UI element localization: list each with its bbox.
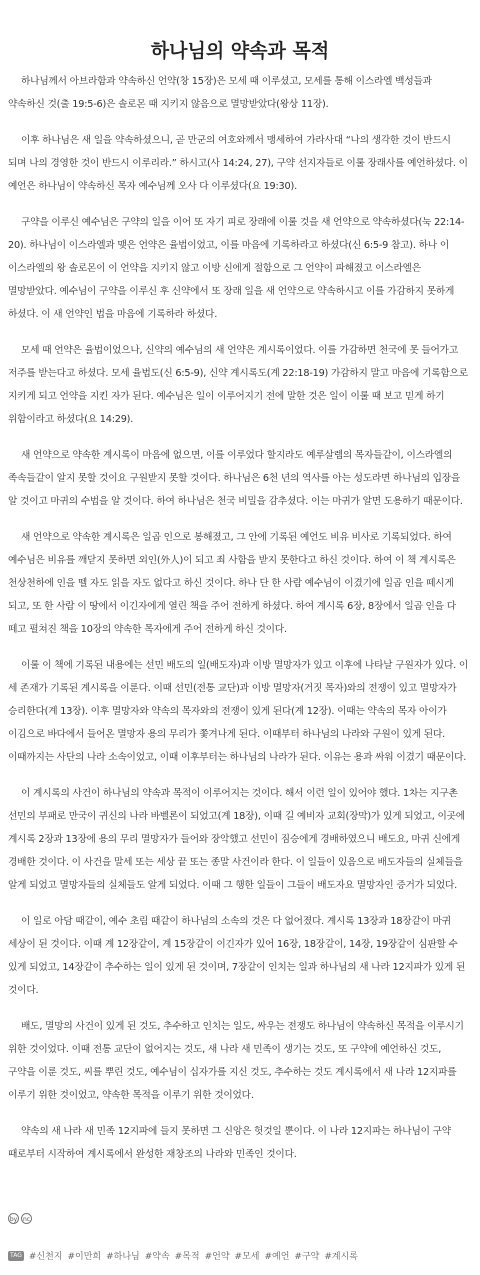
paragraph: 새 언약으로 약속한 계시록이 마음에 없으면, 이를 이루었다 할지라도 예루살렘의 목자들같이, 이스라엘의 족속들같이 알지 못할 것이요 구원받지 못할 것이다. 하나님은 6천 년의 역사를 아는 성도라면 하나님의 입장을 알 것이고 마귀의 수법을 알 것이다. 하여 하나님은 천국 비밀을 감추셨다. 이는 마귀가 알면 도용하기 때문이다. [8, 450, 463, 507]
paragraph: 이룰 이 책에 기록된 내용에는 선민 배도의 일(배도자)과 이방 멸망자가 있고 이후에 나타날 구원자가 있다. 이 세 존재가 기록된 계시록을 이룬다. 이때 선민(전통 교단)과 이방 멸망자(거짓 목자)와의 전쟁이 있고 멸망자가 승리한다(계 13장). 이후 멸망자와 약속의 목자와의 전쟁이 있게 된다(계 12장). 이때는 약속의 목자 아이가 이김으로 바다에서 들어온 멸망자 용의 무리가 쫓겨나게 된다. 이때부터 하나님의 나라와 구원이 있게 된다. 이때까지는 사단의 나라 소속이었고, 이때 이후부터는 하나님의 나라가 된다. 이유는 용과 싸워 이겼기 때문이다. [8, 660, 469, 763]
tag-list [8, 1249, 472, 1262]
page-title: 하나님의 약속과 목적 [150, 40, 330, 62]
tag-link[interactable]: #구약 [294, 1252, 320, 1262]
tag-link[interactable]: #이만희 [67, 1252, 102, 1262]
paragraph: 새 언약으로 약속한 계시록은 일곱 인으로 봉해졌고, 그 안에 기록된 예언도 비유 비사로 기록되었다. 하여 예수님은 비유를 깨닫지 못하면 외인(外人)이 되고 죄 사함을 받지 못한다고 하신 것이다. 하여 이 책 계시록은 천상천하에 인을 뗄 자도 읽을 자도 없다고 하신 것이다. 하나 단 한 사람 예수님이 이겼기에 일곱 인을 떼시게 되고, 또 한 사람 이 땅에서 이긴자에게 열린 책을 주어 전하게 하셨다. 하여 계시록 6장, 8장에서 일곱 인을 다 떼고 펼쳐진 책을 10장의 약속한 목자에게 주어 전하게 하신 것이다. [8, 532, 456, 635]
paragraph: 이후 하나님은 새 일을 약속하셨으니, 곧 만군의 여호와께서 맹세하여 가라사대 “나의 생각한 것이 반드시 되며 나의 경영한 것이 반드시 이루리라.” 하시고(사 14:24, 27), 구약 선지자들로 이룰 장래사를 예언하셨다. 이 예언은 하나님이 약속하신 목자 예수님께 오사 다 이루셨다(요 19:30). [8, 135, 468, 192]
cc-by-icon: by [8, 1213, 19, 1224]
paragraph: 약속의 새 나라 새 민족 12지파에 들지 못하면 그 신앙은 헛것일 뿐이다. 이 나라 12지파는 하나님이 구약 때로부터 시작하여 계시록에서 완성한 재창조의 나라와 민족인 것이다. [8, 1126, 451, 1160]
license-icons[interactable] [8, 1213, 32, 1227]
tag-link[interactable]: #신천지 [28, 1252, 63, 1262]
paragraph: 구약을 이루신 예수님은 구약의 일을 이어 또 자기 피로 장래에 이룰 것을 새 언약으로 약속하셨다(눅 22:14-20). 하나님이 이스라엘과 맺은 언약은 율법이었고, 이를 마음에 기록하라고 하셨다(신 6:5-9 참고). 하나 이 이스라엘의 왕 솔로몬이 이 언약을 지키지 않고 이방 신에게 절함으로 그 언약이 파해졌고 이스라엘은 멸망받았다. 예수님이 구약을 이루신 후 신약에서 또 장래 일을 새 언약으로 약속하시고 이를 가감하지 못하게 하셨다. 이 새 언약인 법을 마음에 기록하라 하셨다. [8, 217, 465, 320]
tag-link[interactable]: #하나님 [106, 1252, 140, 1262]
tag-link[interactable]: #모세 [234, 1252, 260, 1262]
tag-link[interactable]: #약속 [144, 1252, 170, 1262]
tag-badge: TAG [10, 1251, 22, 1259]
article-body [8, 70, 470, 1179]
paragraph: 이 계시록의 사건이 하나님의 약속과 목적이 이루어지는 것이다. 해서 이런 일이 있어야 했다. 1차는 지구촌 선민의 부패로 만국이 귀신의 나라 바벨론이 되었고(계 18장), 이때 길 예비자 교회(장막)가 있게 되었고, 이곳에 계시록 2장과 13장에 용의 무리 멸망자가 들어와 장악했고 선민이 짐승에게 경배하였으니 배도요, 마귀 신에게 경배한 것이다. 이 사건을 말세 또는 세상 끝 또는 종말 사건이라 한다. 이 일들이 있음으로 배도자들의 실체들을 알게 되었고 멸망자들의 실체들도 알게 되었다. 이때 그 행한 일들이 그들이 배도자요 멸망자인 증거가 되었다. [8, 788, 465, 891]
paragraph: 모세 때 언약은 율법이었으나, 신약의 예수님의 새 언약은 계시록이었다. 이를 가감하면 천국에 못 들어가고 저주를 받는다고 하셨다. 모세 율법도(신 6:5-9), 신약 계시록도(계 22:18-19) 가감하지 말고 마음에 기록함으로 지키게 되고 언약을 지킨 자가 된다. 예수님은 일이 이루어지기 전에 말한 것은 일이 이룰 때 보고 믿게 하기 위함이라고 하셨다(요 14:29). [8, 345, 468, 425]
tag-link[interactable]: #예언 [264, 1252, 290, 1262]
cc-nc-icon: nc [21, 1213, 32, 1224]
tag-link[interactable]: #계시록 [324, 1252, 358, 1262]
paragraph: 하나님께서 아브라함과 약속하신 언약(창 15장)은 모세 때 이루셨고, 모세를 통해 이스라엘 백성들과 약속하신 것(출 19:5-6)은 솔로몬 때 지키지 않음으로 멸망받았다(왕상 11장). [8, 76, 432, 110]
tag-link[interactable]: #언약 [204, 1252, 230, 1262]
paragraph: 이 일로 아담 때같이, 예수 초림 때같이 하나님의 소속의 것은 다 없어졌다. 계시록 13장과 18장같이 마귀 세상이 된 것이다. 이때 계 12장같이, 계 15장같이 이긴자가 있어 16장, 18장같이, 14장, 19장같이 심판할 수 있게 되었고, 14장같이 추수하는 일이 있게 된 것이며, 7장같이 인치는 일과 하나님의 새 나라 12지파가 있게 된 것이다. [8, 916, 466, 996]
tag-link[interactable]: #목적 [174, 1252, 200, 1262]
paragraph: 배도, 멸망의 사건이 있게 된 것도, 추수하고 인치는 일도, 싸우는 전쟁도 하나님이 약속하신 목적을 이루시기 위한 것이었다. 이때 전통 교단이 없어지는 것도, 새 나라 새 민족이 생기는 것도, 또 구약에 예언하신 것도, 구약을 이룬 것도, 씨를 뿌린 것도, 예수님이 십자가를 지신 것도, 추수하는 것도 계시록에서 새 나라 12지파를 이루기 위한 것이었고, 약속한 목적을 이루기 위한 것이었다. [8, 1021, 464, 1101]
